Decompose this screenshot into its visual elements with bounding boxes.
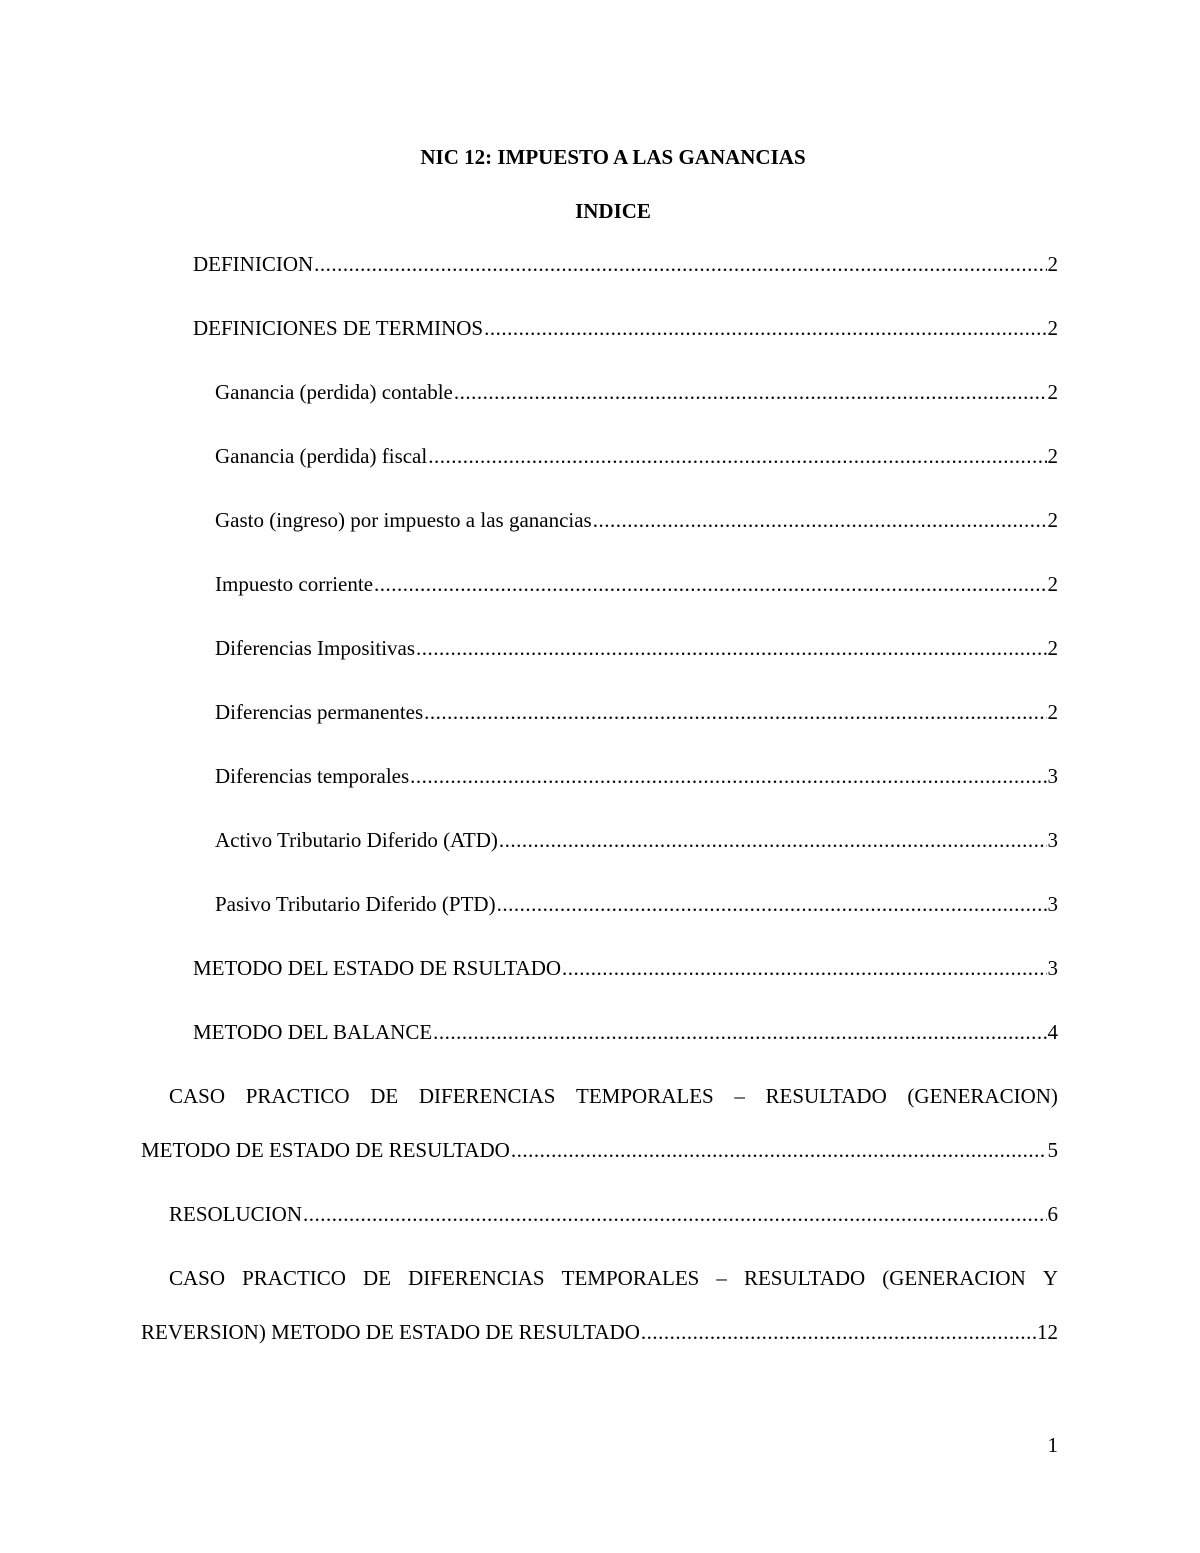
toc-entry-ganancia-fiscal[interactable] bbox=[215, 443, 1058, 469]
dot-leader bbox=[484, 315, 1046, 341]
toc-word: CASO bbox=[169, 1084, 226, 1108]
toc-entry-label: Pasivo Tributario Diferido (PTD) bbox=[215, 892, 496, 916]
toc-word: PRACTICO bbox=[245, 1084, 350, 1108]
toc-entry-page: 3 bbox=[1047, 828, 1058, 852]
toc-entry-page: 2 bbox=[1047, 636, 1058, 660]
toc-word: RESULTADO bbox=[743, 1266, 866, 1290]
toc-word: DIFERENCIAS bbox=[408, 1266, 545, 1290]
index-heading: INDICE bbox=[575, 199, 651, 223]
toc-word: PRACTICO bbox=[242, 1266, 346, 1290]
toc-entry-resolucion[interactable] bbox=[169, 1201, 1058, 1227]
dot-leader bbox=[424, 699, 1046, 725]
toc-entry-ganancia-contable[interactable] bbox=[215, 379, 1058, 405]
toc-entry-diferencias-temporales[interactable] bbox=[215, 763, 1058, 789]
dot-leader bbox=[314, 251, 1046, 277]
toc-entry-label: METODO DEL ESTADO DE RSULTADO bbox=[193, 956, 562, 980]
dot-leader bbox=[593, 507, 1047, 533]
toc-entry-page: 2 bbox=[1047, 252, 1058, 276]
document-title: NIC 12: IMPUESTO A LAS GANANCIAS bbox=[420, 145, 806, 169]
dot-leader bbox=[499, 827, 1047, 853]
toc-word: – bbox=[716, 1266, 727, 1290]
toc-entry-page: 3 bbox=[1047, 956, 1058, 980]
toc-entry-pasivo-tributario-diferido[interactable] bbox=[215, 891, 1058, 917]
toc-entry-page: 2 bbox=[1047, 444, 1058, 468]
dot-leader bbox=[497, 891, 1047, 917]
toc-word: Y bbox=[1042, 1266, 1058, 1290]
toc-entry-definiciones-de-terminos[interactable] bbox=[193, 315, 1058, 341]
toc-entry-page: 2 bbox=[1047, 380, 1058, 404]
page-number: 1 bbox=[1047, 1433, 1058, 1457]
toc-word: DE bbox=[363, 1266, 392, 1290]
toc-entry-label: Ganancia (perdida) contable bbox=[215, 380, 453, 404]
toc-word: TEMPORALES bbox=[576, 1084, 714, 1108]
toc-word: DIFERENCIAS bbox=[418, 1084, 556, 1108]
toc-entry-label: REVERSION) METODO DE ESTADO DE RESULTADO bbox=[141, 1320, 640, 1344]
toc-word: (GENERACION) bbox=[907, 1084, 1058, 1108]
toc-entry-gasto-impuesto[interactable] bbox=[215, 507, 1058, 533]
dot-leader bbox=[428, 443, 1046, 469]
toc-entry-label: Gasto (ingreso) por impuesto a las ganancias bbox=[215, 508, 592, 532]
toc-entry-page: 2 bbox=[1047, 508, 1058, 532]
toc-entry-label: DEFINICION bbox=[193, 252, 314, 276]
toc-entry-page: 4 bbox=[1047, 1020, 1058, 1044]
toc-word: DE bbox=[370, 1084, 399, 1108]
toc-entry-page: 5 bbox=[1047, 1138, 1058, 1162]
toc-entry-label: METODO DEL BALANCE bbox=[193, 1020, 433, 1044]
toc-word: (GENERACION bbox=[882, 1266, 1026, 1290]
toc-entry-label: Diferencias permanentes bbox=[215, 700, 424, 724]
toc-entry-label: METODO DE ESTADO DE RESULTADO bbox=[141, 1138, 510, 1162]
toc-entry-metodo-estado-resultado[interactable] bbox=[193, 955, 1058, 981]
toc-entry-label: Diferencias temporales bbox=[215, 764, 410, 788]
toc-entry-page: 3 bbox=[1047, 892, 1058, 916]
toc-entry-caso-practico-1-line1[interactable] bbox=[169, 1083, 1058, 1109]
toc-entry-page: 2 bbox=[1047, 572, 1058, 596]
toc-entry-label: DEFINICIONES DE TERMINOS bbox=[193, 316, 484, 340]
toc-entry-activo-tributario-diferido[interactable] bbox=[215, 827, 1058, 853]
toc-entry-metodo-balance[interactable] bbox=[193, 1019, 1058, 1045]
toc-word: RESULTADO bbox=[765, 1084, 887, 1108]
toc-entry-impuesto-corriente[interactable] bbox=[215, 571, 1058, 597]
toc-entry-page: 2 bbox=[1047, 316, 1058, 340]
toc-entry-diferencias-impositivas[interactable] bbox=[215, 635, 1058, 661]
toc-word: – bbox=[734, 1084, 745, 1108]
dot-leader bbox=[410, 763, 1046, 789]
toc-entry-label: RESOLUCION bbox=[169, 1202, 303, 1226]
toc-entry-page: 12 bbox=[1037, 1320, 1058, 1344]
toc-entry-label: Diferencias Impositivas bbox=[215, 636, 416, 660]
toc-entry-label: Ganancia (perdida) fiscal bbox=[215, 444, 428, 468]
dot-leader bbox=[416, 635, 1046, 661]
dot-leader bbox=[511, 1137, 1047, 1163]
toc-entry-page: 2 bbox=[1047, 700, 1058, 724]
dot-leader bbox=[374, 571, 1046, 597]
toc-entry-caso-practico-2-line1[interactable] bbox=[169, 1265, 1058, 1291]
dot-leader bbox=[433, 1019, 1046, 1045]
toc-entry-caso-practico-2-line2[interactable] bbox=[141, 1319, 1058, 1345]
toc-word: TEMPORALES bbox=[561, 1266, 700, 1290]
dot-leader bbox=[303, 1201, 1046, 1227]
dot-leader bbox=[641, 1319, 1036, 1345]
toc-entry-label: Activo Tributario Diferido (ATD) bbox=[215, 828, 498, 852]
dot-leader bbox=[562, 955, 1046, 981]
toc-entry-label: Impuesto corriente bbox=[215, 572, 374, 596]
toc-entry-page: 6 bbox=[1047, 1202, 1058, 1226]
dot-leader bbox=[454, 379, 1047, 405]
toc-entry-caso-practico-1-line2[interactable] bbox=[141, 1137, 1058, 1163]
toc-entry-page: 3 bbox=[1047, 764, 1058, 788]
toc-word: CASO bbox=[169, 1266, 226, 1290]
toc-entry-definicion[interactable] bbox=[193, 251, 1058, 277]
toc-entry-diferencias-permanentes[interactable] bbox=[215, 699, 1058, 725]
